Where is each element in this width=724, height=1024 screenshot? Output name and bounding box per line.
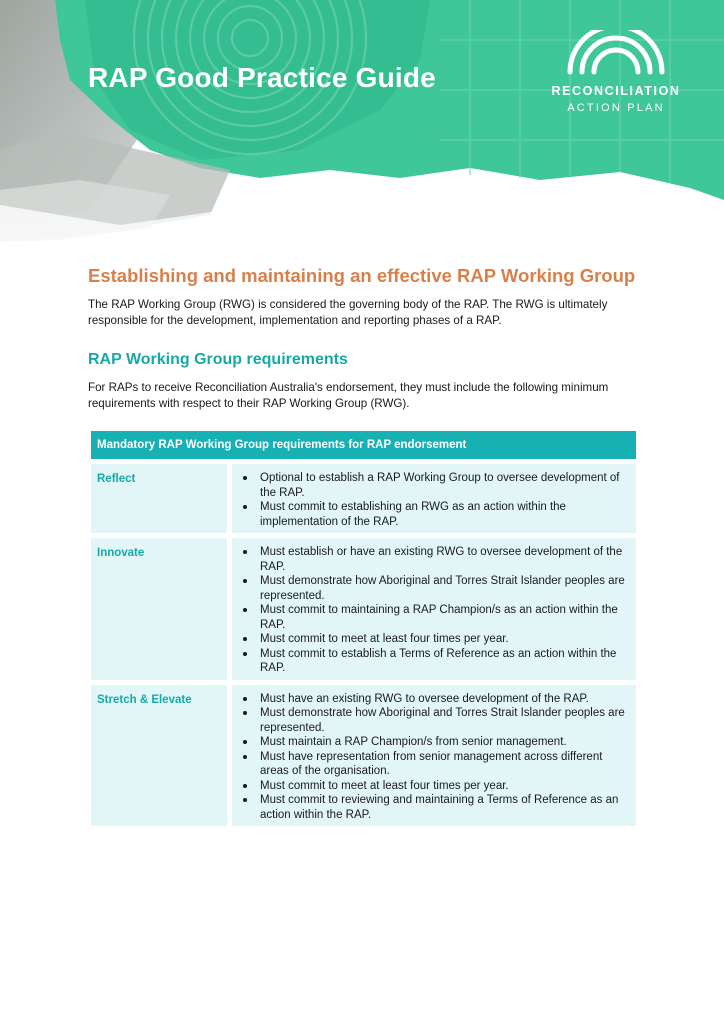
requirements-table xyxy=(91,426,636,831)
row-level-label: Innovate xyxy=(91,538,232,680)
table-row-reflect xyxy=(91,464,636,533)
row-requirements xyxy=(232,538,636,680)
list-item: Optional to establish a RAP Working Group to oversee development of the RAP. xyxy=(260,471,626,500)
table-row-stretch-elevate xyxy=(91,685,636,827)
list-item: Must commit to meet at least four times per year. xyxy=(260,632,626,647)
list-item: Must demonstrate how Aboriginal and Torres Strait Islander peoples are represented. xyxy=(260,707,625,734)
list-item: Must commit to establish a Terms of Reference as an action within the RAP. xyxy=(260,647,626,676)
list-item: Must commit to establishing an RWG as an action within the implementation of the RAP. xyxy=(260,500,626,529)
list-item: Must demonstrate how Aboriginal and Torres Strait Islander peoples are represented. xyxy=(260,575,625,602)
arcs-logo-icon xyxy=(560,30,672,76)
intro-paragraph: The RAP Working Group (RWG) is considered the governing body of the RAP. The RWG is ultimately responsible for the development, implementation and reporting phases of a RAP. xyxy=(88,298,608,327)
list-item: Must establish or have an existing RWG to oversee development of the RAP. xyxy=(260,545,626,574)
list-item: Must have representation from senior management across different areas of the organisation. xyxy=(260,750,626,779)
requirements-list xyxy=(232,692,626,823)
document-title: RAP Good Practice Guide xyxy=(88,62,436,93)
logo-text-action-plan: ACTION PLAN xyxy=(567,102,665,114)
reconciliation-action-plan-logo xyxy=(536,30,696,120)
list-item: Must commit to meet at least four times per year. xyxy=(260,779,626,794)
row-requirements xyxy=(232,685,636,827)
logo-text-reconciliation: RECONCILIATION xyxy=(551,84,681,98)
list-item: Must commit to maintaining a RAP Champion/s as an action within the RAP. xyxy=(260,603,626,632)
section-heading: Establishing and maintaining an effective RAP Working Group xyxy=(88,265,636,286)
table-row-innovate xyxy=(91,538,636,680)
requirements-intro-paragraph: For RAPs to receive Reconciliation Australia's endorsement, they must include the following minimum requirements with respect to their RAP Working Group (RWG). xyxy=(88,381,609,410)
header-banner xyxy=(0,0,724,250)
row-level-label: Stretch & Elevate xyxy=(91,685,232,827)
table-body xyxy=(91,464,636,826)
requirements-list xyxy=(232,545,626,676)
row-level-label: Reflect xyxy=(91,464,232,533)
sub-heading: RAP Working Group requirements xyxy=(88,351,348,368)
requirements-list xyxy=(232,471,626,529)
table-header-row xyxy=(91,431,636,459)
list-item: Must commit to reviewing and maintaining a Terms of Reference as an action within the RAP. xyxy=(260,793,626,822)
row-requirements xyxy=(232,464,636,533)
list-item: Must have an existing RWG to oversee development of the RAP. xyxy=(260,692,626,707)
table-header: Mandatory RAP Working Group requirements for RAP endorsement xyxy=(91,431,636,459)
list-item: Must maintain a RAP Champion/s from senior management. xyxy=(260,735,626,750)
main-content xyxy=(88,264,636,831)
